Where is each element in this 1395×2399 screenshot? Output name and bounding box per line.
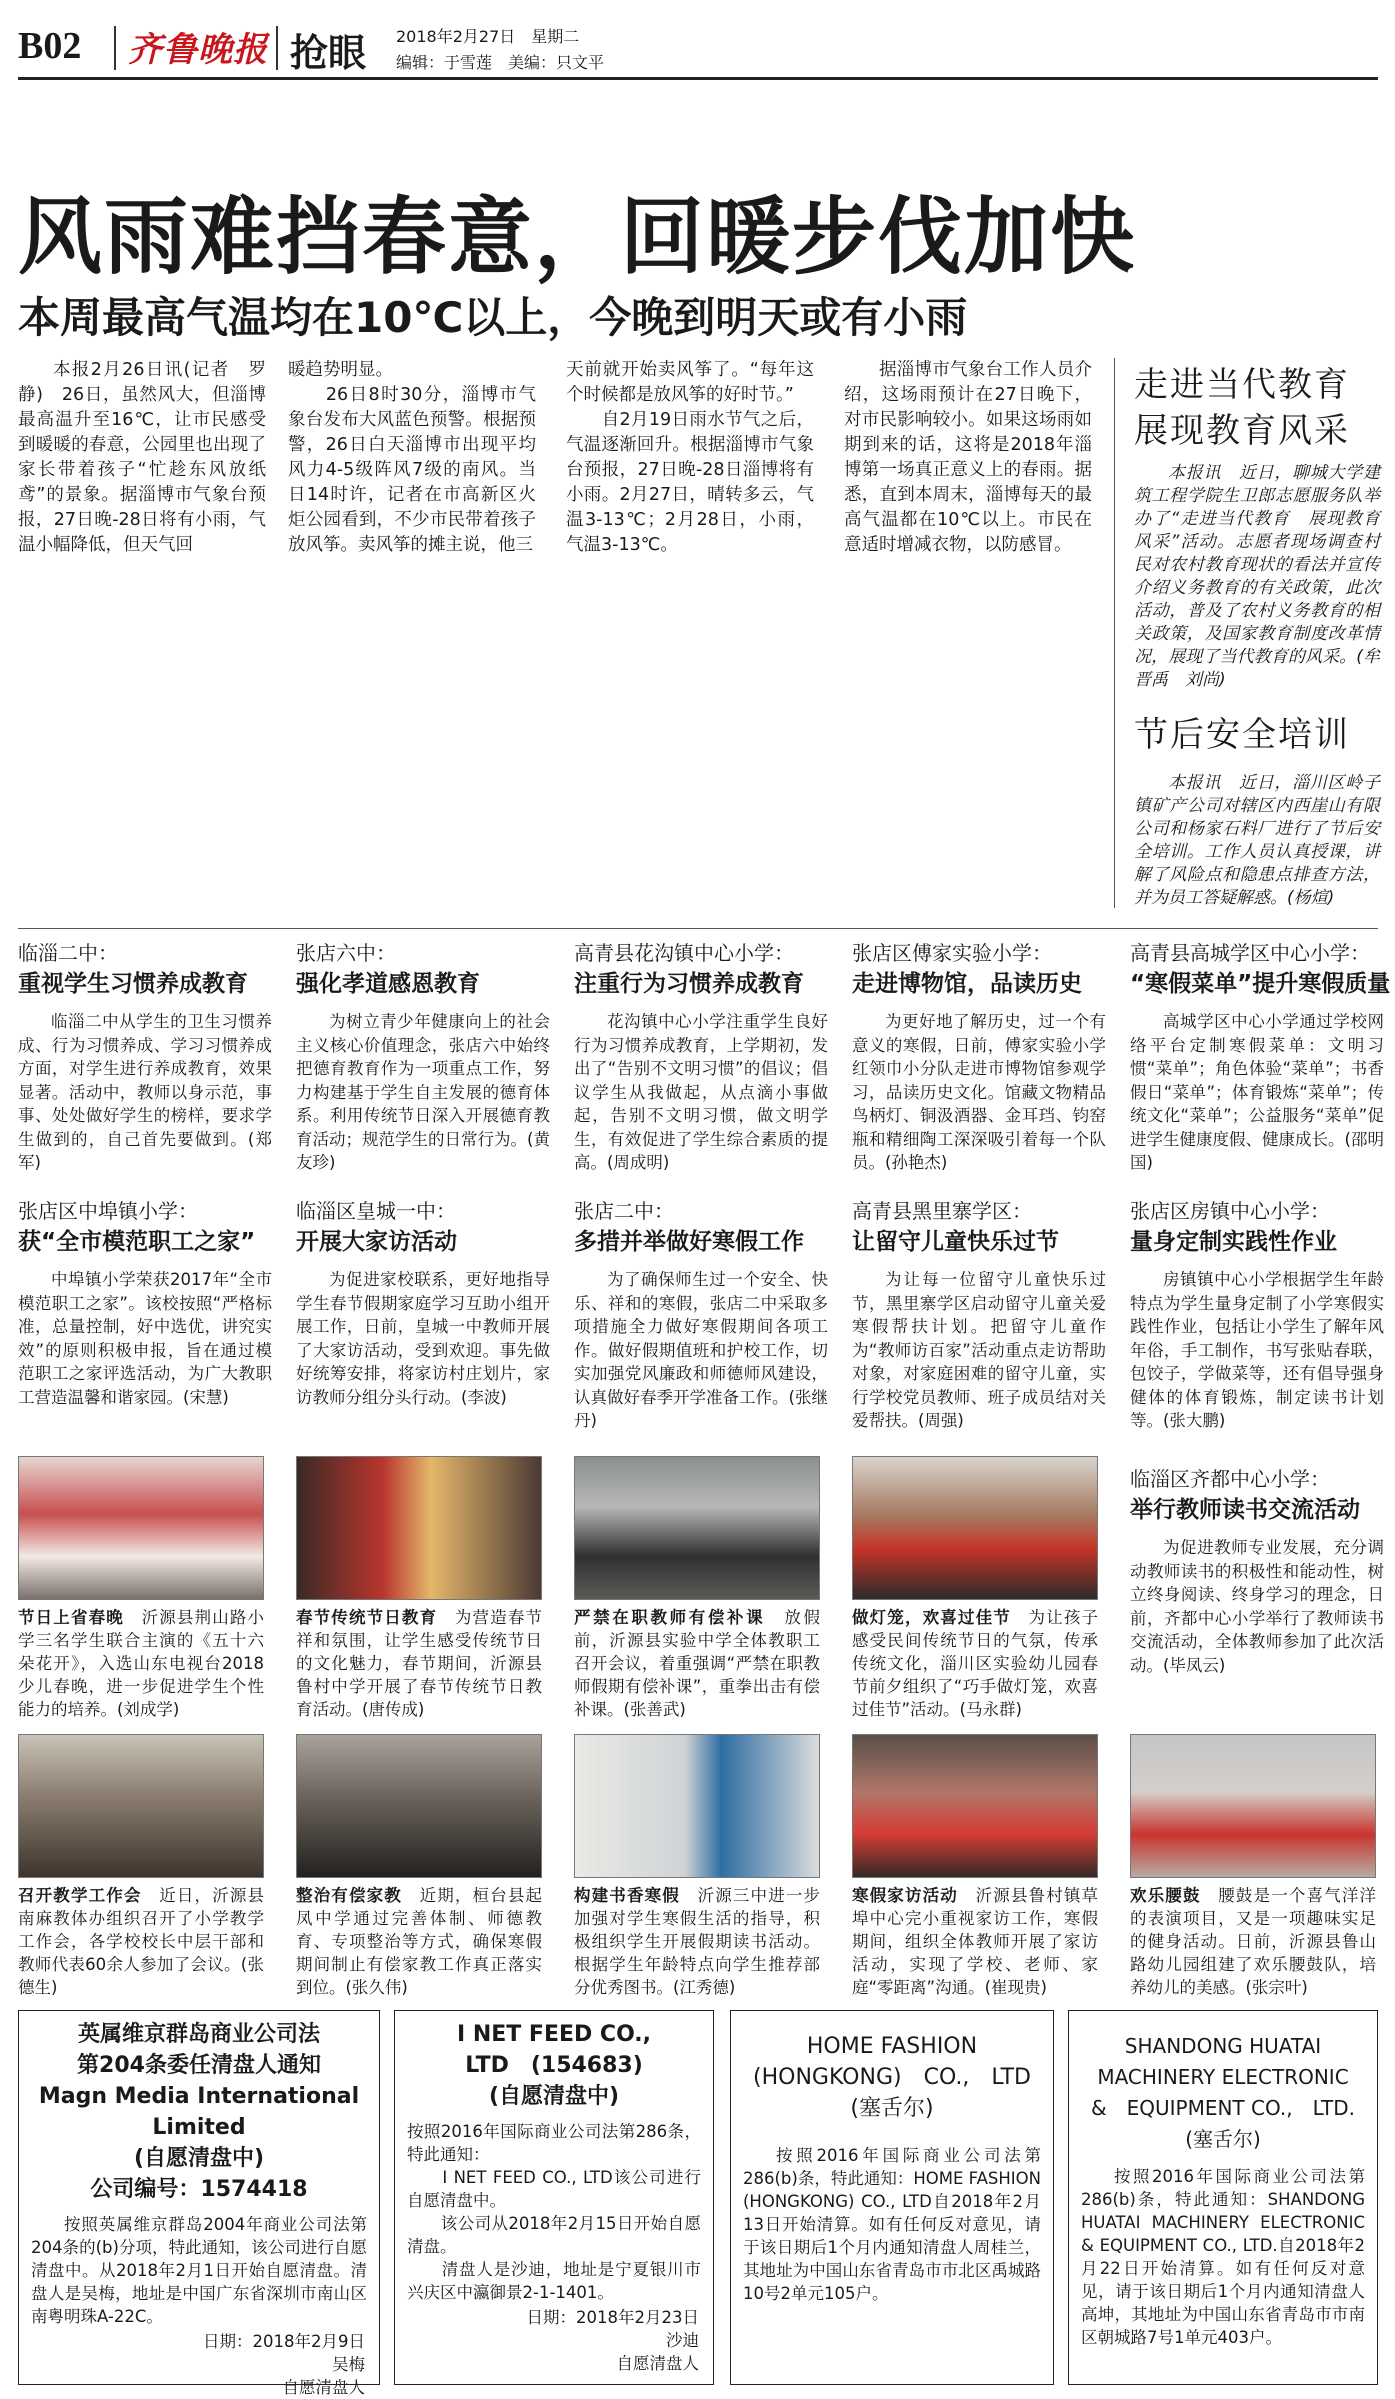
news-title: 让留守儿童快乐过节 bbox=[852, 1229, 1059, 1255]
newspaper-logo: 齐鲁晚报 bbox=[128, 30, 268, 70]
school-name: 张店区傅家实验小学： bbox=[852, 941, 1052, 965]
news-title: 获“全市模范职工之家” bbox=[18, 1229, 256, 1255]
photo-caption: 整治有偿家教 近期，桓台县起凤中学通过完善体制、师德教育、专项整治等方式，确保寒假期间制止有偿家教工作真正落实到位。(张久伟) bbox=[296, 1886, 543, 1997]
right-headline-2: 节后安全培训 bbox=[1134, 715, 1350, 755]
news-block: 张店六中： 强化孝道感恩教育 为树立青少年健康向上的社会主义核心价值理念，张店六中始终把德育教育作为一项重点工作，努力构建基于学生自主发展的德育体系。利用传统节日深入开展德育教育活动；规范学生的日常行为。(黄友珍) bbox=[296, 941, 550, 1172]
right-headline-1: 走进当代教育 展现教育风采 bbox=[1134, 365, 1350, 451]
legal-notice bbox=[18, 2010, 380, 2397]
headline: 风雨难挡春意，回暖步伐加快 bbox=[18, 188, 1137, 286]
photo-caption: 节日上省春晚 沂源县荆山路小学三名学生联合主演的《五十六朵花开》，入选山东电视台2018少儿春晚，进一步促进学生个性能力的培养。(刘成学) bbox=[18, 1608, 265, 1719]
news-block: 张店区中埠镇小学： 获“全市模范职工之家” 中埠镇小学荣获2017年“全市模范职工之家”。该校按照“严格标准，总量控制，好中选优，讲究实效”的原则积极申报，旨在通过模范职工之家评选活动，为广大教职工营造温馨和谐家园。(宋慧) bbox=[18, 1199, 272, 1407]
news-block: 张店二中： 多措并举做好寒假工作 为了确保师生过一个安全、快乐、祥和的寒假，张店二中采取多项措施全力做好寒假期间各项工作。做好假期值班和护校工作，切实加强党风廉政和师德师风建设，认真做好春季开学准备工作。(张继丹) bbox=[574, 1199, 828, 1430]
news-title: 重视学生习惯养成教育 bbox=[18, 971, 248, 997]
school-name: 高青县黑里寨学区： bbox=[852, 1199, 1032, 1223]
news-block: 张店区傅家实验小学： 走进博物馆，品读历史 为更好地了解历史，过一个有意义的寒假，日前，傅家实验小学红领巾小分队走进市博物馆参观学习，品读历史文化。馆藏文物精品鸟柄灯、铜汲酒器、金耳珰、钧窑瓶和精细陶工深深吸引着每一个队员。(孙艳杰) bbox=[852, 941, 1106, 1172]
notice-text: 按照英属维京群岛2004年商业公司法第204条的(b)分项，特此通知，该公司进行自愿清盘中。从2018年2月1日开始自愿清盘。清盘人是吴梅，地址是中国广东省深圳市南山区南粤明珠A-22C。 bbox=[31, 2215, 367, 2326]
photo-students-stage bbox=[18, 1456, 264, 1600]
right-article-1: 本报讯 近日，聊城大学建筑工程学院生卫郎志愿服务队举办了“走进当代教育 展现教育风采”活动。志愿者现场调查村民对农村教育现状的看法并宣传介绍义务教育的有关政策，此次活动，普及了农村义务教育的相关政策，及国家教育制度改革情况，展现了当代教育的风采。(牟晋禹 刘尚) bbox=[1134, 463, 1380, 690]
photo-home-visit bbox=[852, 1734, 1098, 1878]
news-block: 临淄区皇城一中： 开展大家访活动 为促进家校联系，更好地指导学生春节假期家庭学习互助小组开展工作，日前，皇城一中教师开展了大家访活动，受到欢迎。事先做好统筹安排，将家访村庄划片，家访教师分组分头行动。(李波) bbox=[296, 1199, 550, 1407]
legal-notice bbox=[1068, 2010, 1378, 2385]
news-block: 张店区房镇中心小学： 量身定制实践性作业 房镇镇中心小学根据学生年龄特点为学生量身定制了小学寒假实践性作业，包括让小学生了解年风年俗，手工制作，书写张贴春联，包饺子，学做菜等，还有倡导强身健体的体育锻炼，制定读书计划等。(张大鹏) bbox=[1130, 1199, 1384, 1430]
school-name: 临淄区齐都中心小学： bbox=[1130, 1467, 1330, 1491]
photo-caption: 严禁在职教师有偿补课 放假前，沂源县实验中学全体教职工召开会议，着重强调“严禁在职教师假期有偿补课”，重拳出击有偿补课。(张善武) bbox=[574, 1608, 820, 1719]
news-block: 高青县高城学区中心小学： “寒假菜单”提升寒假质量 高城学区中心小学通过学校网络平台定制寒假菜单：文明习惯“菜单”；角色体验“菜单”；书香假日“菜单”；体育锻炼“菜单”；传统文化“菜单”；公益服务“菜单”促进学生健康度假、健康成长。(邵明国) bbox=[1130, 941, 1391, 1172]
notice-title: 英属维京群岛商业公司法 第204条委任清盘人通知 Magn Media International Limited (自愿清盘中) 公司编号：1574418 bbox=[38, 2022, 360, 2202]
news-title: 注重行为习惯养成教育 bbox=[574, 971, 804, 997]
issue-date: 2018年2月27日 星期二 bbox=[396, 27, 580, 46]
photo-meeting-hall bbox=[574, 1456, 820, 1600]
school-name: 张店区中埠镇小学： bbox=[18, 1199, 198, 1223]
page-header bbox=[18, 18, 1378, 80]
divider bbox=[276, 26, 278, 70]
news-title: 走进博物馆，品读历史 bbox=[852, 971, 1082, 997]
school-name: 临淄区皇城一中： bbox=[296, 1199, 456, 1223]
news-title: “寒假菜单”提升寒假质量 bbox=[1130, 971, 1391, 997]
editor-credit: 编辑：于雪莲 美编：只文平 bbox=[396, 53, 605, 72]
photo-waist-drum bbox=[1130, 1734, 1376, 1878]
photo-classroom bbox=[296, 1734, 542, 1878]
school-name: 高青县花沟镇中心小学： bbox=[574, 941, 794, 965]
photo-kids-lanterns bbox=[852, 1456, 1098, 1600]
school-name: 张店区房镇中心小学： bbox=[1130, 1199, 1330, 1223]
news-title: 量身定制实践性作业 bbox=[1130, 1229, 1337, 1255]
photo-caption: 构建书香寒假 沂源三中进一步加强对学生寒假生活的指导，积极组织学生开展假期读书活动。根据学生年龄特点向学生推荐部分优秀图书。(江秀德) bbox=[574, 1886, 821, 1997]
notice-text: 按照2016年国际商业公司法第286(b)条，特此通知：SHANDONG HUATAI MACHINERY ELECTRONIC & EQUIPMENT CO., LTD.自2018年2月22日开始清算。如有任何反对意见，请于该日期后1个月内通知清盘人高坤，其地址为中国山东省青岛市市南区朝城路7号1单元403户。 bbox=[1081, 2167, 1365, 2347]
school-name: 张店六中： bbox=[296, 941, 396, 965]
legal-notice bbox=[730, 2010, 1054, 2385]
notice-title: HOME FASHION (HONGKONG) CO., LTD (塞舌尔) bbox=[753, 2034, 1031, 2121]
article-column-3: 天前就开始卖风筝了。“每年这个时候都是放风筝的好时节。” 自2月19日雨水节气之后，气温逐渐回升。根据淄博市气象台预报，27日晚-28日淄博将有小雨。2月27日，晴转多云，气温3-13℃；2月28日，小雨，气温3-13℃。 bbox=[566, 360, 814, 555]
column-rule bbox=[1114, 358, 1115, 908]
school-name: 张店二中： bbox=[574, 1199, 674, 1223]
photo-phone-screens bbox=[574, 1734, 820, 1878]
section-rule bbox=[18, 928, 1378, 929]
news-title: 强化孝道感恩教育 bbox=[296, 971, 480, 997]
article-column-2: 暖趋势明显。 26日8时30分，淄博市气象台发布大风蓝色预警。根据预警，26日白天淄博市出现平均风力4-5级阵风7级的南风。当日14时许，记者在市高新区火炬公园看到，不少市民带着孩子放风筝。卖风筝的摊主说，他三 bbox=[288, 360, 536, 555]
page-number: B02 bbox=[18, 25, 82, 67]
right-article-2: 本报讯 近日，淄川区岭子镇矿产公司对辖区内西崖山有限公司和杨家石料厂进行了节后安全培训。工作人员认真授课，讲解了风险点和隐患点排查方法，并为员工答疑解惑。(杨煊) bbox=[1134, 773, 1380, 908]
legal-notice bbox=[394, 2010, 714, 2385]
divider bbox=[114, 26, 116, 70]
news-title: 开展大家访活动 bbox=[296, 1229, 457, 1255]
photo-caption: 寒假家访活动 沂源县鲁村镇草埠中心完小重视家访工作，寒假期间，组织全体教师开展了家访活动，实现了学校、老师、家庭“零距离”沟通。(崔现贵) bbox=[852, 1886, 1099, 1997]
photo-teaching-meeting bbox=[18, 1734, 264, 1878]
photo-caption: 做灯笼，欢喜过佳节 为让孩子感受民间传统节日的气氛，传承传统文化，淄川区实验幼儿园春节前夕组织了“巧手做灯笼，欢喜过佳节”活动。(马永群) bbox=[852, 1608, 1099, 1719]
article-column-1: 本报2月26日讯(记者 罗静) 26日，虽然风大，但淄博最高温升至16℃，让市民感受到暖暖的春意，公园里也出现了家长带着孩子“忙趁东风放纸鸢”的景象。据淄博市气象台预报，27日晚-28日将有小雨，气温小幅降低，但天气回 bbox=[18, 360, 266, 555]
notice-text: 按照2016年国际商业公司法第286条，特此通知： I NET FEED CO., LTD该公司进行自愿清盘中。 该公司从2018年2月15日开始自愿清盘。 清盘人是沙迪，地址是宁夏银川市兴庆区中瀛御景2-1-1401。 bbox=[407, 2122, 701, 2302]
subheadline: 本周最高气温均在10℃以上，今晚到明天或有小雨 bbox=[18, 293, 968, 342]
news-block: 临淄区齐都中心小学： 举行教师读书交流活动 为促进教师专业发展，充分调动教师读书的积极性和能动性，树立终身阅读、终身学习的理念，日前，齐都中心小学举行了教师读书交流活动，全体教师参加了此次活动。(毕凤云) bbox=[1130, 1467, 1384, 1675]
photo-spring-festival bbox=[296, 1456, 542, 1600]
photo-caption: 召开教学工作会 近日，沂源县南麻教体办组织召开了小学教学工作会，各学校校长中层干部和教师代表60余人参加了会议。(张德生) bbox=[18, 1886, 265, 1997]
school-name: 高青县高城学区中心小学： bbox=[1130, 941, 1370, 965]
school-name: 临淄二中： bbox=[18, 941, 118, 965]
photo-caption: 欢乐腰鼓 腰鼓是一个喜气洋洋的表演项目，又是一项趣味实足的健身活动。日前，沂源县鲁山路幼儿园组建了欢乐腰鼓队，培养幼儿的美感。(张宗叶) bbox=[1130, 1886, 1377, 1997]
notice-signature: 日期：2018年2月9日 吴梅 自愿清盘人 bbox=[203, 2332, 365, 2397]
notice-text: 按照2016年国际商业公司法第286(b)条，特此通知：HOME FASHION (HONGKONG) CO., LTD自2018年2月13日开始清算。如有任何反对意见，请于该日期后1个月内通知清盘人周桂兰，其地址为中国山东省青岛市市北区禹城路10号2单元105户。 bbox=[743, 2146, 1041, 2303]
photo-caption: 春节传统节日教育 为营造春节祥和氛围，让学生感受传统节日的文化魅力，春节期间，沂源县鲁村中学开展了春节传统节日教育活动。(唐传成) bbox=[296, 1608, 543, 1719]
news-block: 高青县黑里寨学区： 让留守儿童快乐过节 为让每一位留守儿童快乐过节，黑里寨学区启动留守儿童关爱寒假帮扶计划。把留守儿童作为“教师访百家”活动重点走访帮助对象，对家庭困难的留守儿童，实行学校党员教师、班子成员结对关爱帮扶。(周强) bbox=[852, 1199, 1106, 1430]
notice-signature: 日期：2018年2月23日 沙迪 自愿清盘人 bbox=[526, 2308, 699, 2373]
section-title: 抢眼 bbox=[290, 31, 367, 75]
news-block: 高青县花沟镇中心小学： 注重行为习惯养成教育 花沟镇中心小学注重学生良好行为习惯养成教育，上学期初，发出了“告别不文明习惯”的倡议；倡议学生从我做起，从点滴小事做起，告别不文明习惯，做文明学生，有效促进了学生综合素质的提高。(周成明) bbox=[574, 941, 828, 1172]
news-title: 多措并举做好寒假工作 bbox=[574, 1229, 804, 1255]
news-title: 举行教师读书交流活动 bbox=[1130, 1497, 1360, 1523]
article-column-4: 据淄博市气象台工作人员介绍，这场雨预计在27日晚下，对市民影响较小。如果这场雨如期到来的话，这将是2018年淄博第一场真正意义上的春雨。据悉，直到本周末，淄博每天的最高气温都在10℃以上。市民在意适时增减衣物，以防感冒。 bbox=[844, 360, 1092, 555]
notice-title: SHANDONG HUATAI MACHINERY ELECTRONIC & EQUIPMENT CO., LTD. (塞舌尔) bbox=[1091, 2034, 1355, 2151]
news-block: 临淄二中： 重视学生习惯养成教育 临淄二中从学生的卫生习惯养成、行为习惯养成、学习习惯养成方面，对学生进行养成教育，效果显著。活动中，教师以身示范，事事、处处做好学生的榜样，要求学生做到的，自己首先要做到。(郑军) bbox=[18, 941, 272, 1172]
notice-title: I NET FEED CO., LTD (154683) (自愿清盘中) bbox=[456, 2022, 652, 2109]
